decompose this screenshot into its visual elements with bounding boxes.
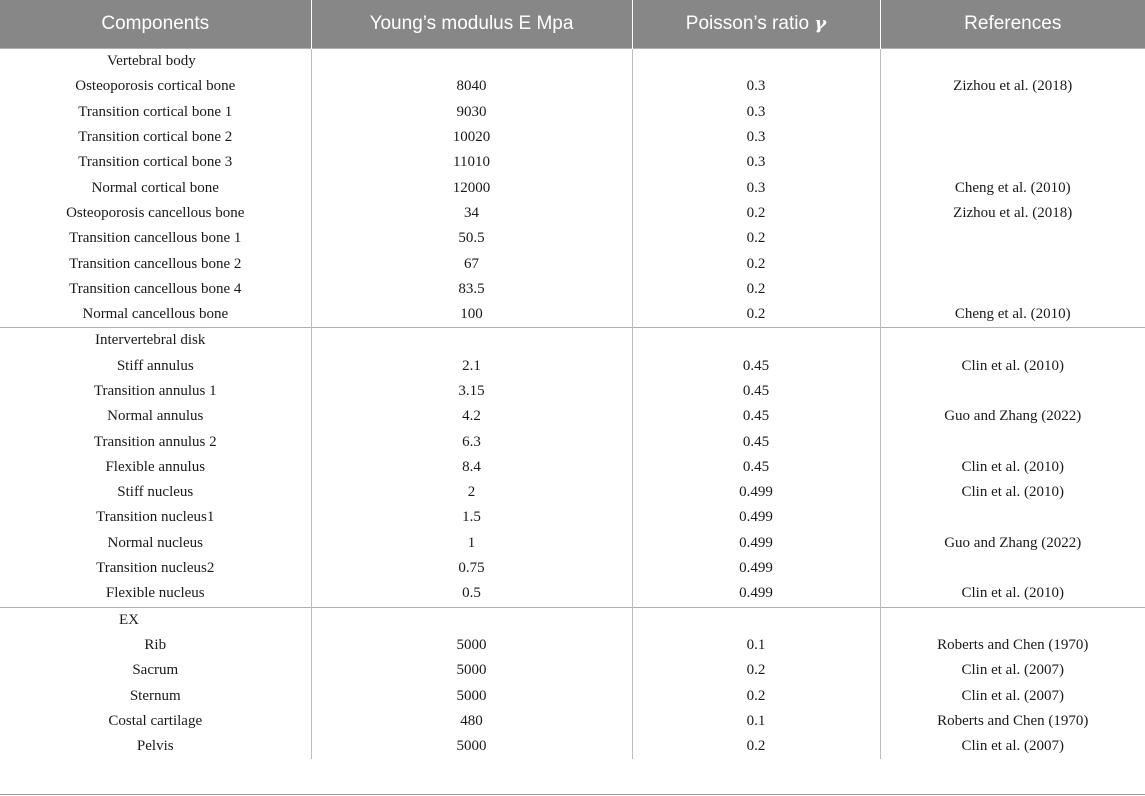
reference-cell: Roberts and Chen (1970) — [880, 633, 1145, 658]
youngs-modulus-cell: 0.75 — [311, 556, 632, 581]
poissons-ratio-cell: 0.3 — [632, 100, 880, 125]
table-row — [0, 480, 1145, 505]
poissons-ratio-cell: 0.499 — [632, 480, 880, 505]
reference-cell — [880, 251, 1145, 276]
youngs-modulus-cell: 5000 — [311, 633, 632, 658]
poissons-ratio-cell: 0.2 — [632, 734, 880, 759]
youngs-modulus-cell: 2.1 — [311, 354, 632, 379]
reference-cell — [880, 379, 1145, 404]
table-row — [0, 429, 1145, 454]
table-row — [0, 175, 1145, 200]
youngs-modulus-cell: 2 — [311, 480, 632, 505]
table-row — [0, 658, 1145, 683]
poissons-ratio-cell: 0.45 — [632, 455, 880, 480]
table-row — [0, 302, 1145, 328]
table-row — [0, 531, 1145, 556]
poissons-ratio-cell: 0.499 — [632, 556, 880, 581]
table-row — [0, 455, 1145, 480]
poissons-ratio-cell: 0.45 — [632, 429, 880, 454]
table-row — [0, 74, 1145, 99]
poissons-ratio-cell: 0.499 — [632, 581, 880, 607]
component-cell: Transition cortical bone 1 — [78, 103, 233, 120]
poissons-ratio-cell: 0.3 — [632, 175, 880, 200]
youngs-modulus-cell: 67 — [311, 251, 632, 276]
section-header-row — [0, 607, 1145, 633]
empty-cell — [880, 49, 1145, 75]
youngs-modulus-cell: 3.15 — [311, 379, 632, 404]
poissons-ratio-cell: 0.1 — [632, 709, 880, 734]
empty-cell — [632, 49, 880, 75]
table-row — [0, 581, 1145, 607]
reference-cell — [880, 429, 1145, 454]
table-bottom-rule — [0, 794, 1145, 795]
reference-cell: Zizhou et al. (2018) — [880, 201, 1145, 226]
reference-cell: Guo and Zhang (2022) — [880, 404, 1145, 429]
table-row — [0, 505, 1145, 530]
component-cell: Pelvis — [136, 738, 174, 755]
empty-cell — [880, 328, 1145, 354]
reference-cell: Clin et al. (2010) — [880, 581, 1145, 607]
component-cell: Transition annulus 2 — [93, 433, 217, 450]
header-poissons-ratio — [632, 0, 880, 49]
youngs-modulus-cell: 11010 — [311, 150, 632, 175]
reference-cell — [880, 226, 1145, 251]
poissons-ratio-cell: 0.3 — [632, 125, 880, 150]
poissons-ratio-cell: 0.499 — [632, 505, 880, 530]
reference-cell: Clin et al. (2007) — [880, 734, 1145, 759]
component-cell: Stiff nucleus — [117, 484, 194, 501]
youngs-modulus-cell: 50.5 — [311, 226, 632, 251]
table-body — [0, 49, 1145, 760]
table-row — [0, 251, 1145, 276]
youngs-modulus-cell: 4.2 — [311, 404, 632, 429]
table-row — [0, 379, 1145, 404]
table-header — [0, 0, 1145, 49]
section-title: Vertebral body — [0, 49, 311, 75]
header-row — [0, 0, 1145, 49]
youngs-modulus-cell: 12000 — [311, 175, 632, 200]
poissons-ratio-cell: 0.2 — [632, 251, 880, 276]
table-row — [0, 100, 1145, 125]
header-references: References — [880, 0, 1145, 49]
component-cell: Normal annulus — [107, 408, 204, 425]
reference-cell: Zizhou et al. (2018) — [880, 74, 1145, 99]
youngs-modulus-cell: 5000 — [311, 734, 632, 759]
table-row — [0, 633, 1145, 658]
youngs-modulus-cell: 9030 — [311, 100, 632, 125]
table-row — [0, 683, 1145, 708]
poissons-ratio-cell: 0.2 — [632, 226, 880, 251]
component-cell: Osteoporosis cortical bone — [75, 78, 236, 95]
component-cell: Normal nucleus — [107, 534, 203, 551]
poissons-ratio-cell: 0.2 — [632, 201, 880, 226]
reference-cell: Cheng et al. (2010) — [880, 175, 1145, 200]
youngs-modulus-cell: 5000 — [311, 658, 632, 683]
header-poissons-ratio-label: Poisson’s ratio — [685, 13, 810, 34]
reference-cell: Clin et al. (2010) — [880, 480, 1145, 505]
table-row — [0, 354, 1145, 379]
empty-cell — [311, 49, 632, 75]
youngs-modulus-cell: 8.4 — [311, 455, 632, 480]
youngs-modulus-cell: 480 — [311, 709, 632, 734]
youngs-modulus-cell: 100 — [311, 302, 632, 328]
reference-cell — [880, 277, 1145, 302]
poissons-ratio-cell: 0.45 — [632, 379, 880, 404]
poissons-ratio-cell: 0.45 — [632, 354, 880, 379]
component-cell: Normal cancellous bone — [82, 306, 229, 323]
reference-cell: Cheng et al. (2010) — [880, 302, 1145, 328]
reference-cell — [880, 100, 1145, 125]
empty-cell — [880, 607, 1145, 633]
component-cell: Flexible nucleus — [105, 585, 205, 602]
youngs-modulus-cell: 34 — [311, 201, 632, 226]
section-title: EX — [0, 607, 311, 633]
section-title: Intervertebral disk — [0, 328, 311, 354]
reference-cell: Clin et al. (2010) — [880, 354, 1145, 379]
table-row — [0, 150, 1145, 175]
poissons-ratio-cell: 0.3 — [632, 150, 880, 175]
youngs-modulus-cell: 5000 — [311, 683, 632, 708]
component-cell: Normal cortical bone — [91, 179, 219, 196]
component-cell: Costal cartilage — [108, 712, 203, 729]
youngs-modulus-cell: 8040 — [311, 74, 632, 99]
component-cell: Flexible annulus — [105, 458, 206, 475]
reference-cell — [880, 505, 1145, 530]
table-row — [0, 277, 1145, 302]
poissons-ratio-cell: 0.2 — [632, 277, 880, 302]
component-cell: Transition cancellous bone 1 — [69, 230, 242, 247]
reference-cell: Roberts and Chen (1970) — [880, 709, 1145, 734]
youngs-modulus-cell: 1 — [311, 531, 632, 556]
table-row — [0, 404, 1145, 429]
reference-cell — [880, 556, 1145, 581]
component-cell: Transition cancellous bone 2 — [69, 255, 242, 272]
empty-cell — [632, 607, 880, 633]
header-components: Components — [0, 0, 311, 49]
section-header-row — [0, 328, 1145, 354]
component-cell: Transition cortical bone 2 — [78, 129, 233, 146]
poissons-ratio-cell: 0.45 — [632, 404, 880, 429]
table-row — [0, 201, 1145, 226]
table-row — [0, 709, 1145, 734]
poissons-ratio-cell: 0.499 — [632, 531, 880, 556]
component-cell: Osteoporosis cancellous bone — [66, 204, 245, 221]
component-cell: Rib — [144, 636, 167, 653]
table-row — [0, 556, 1145, 581]
youngs-modulus-cell: 10020 — [311, 125, 632, 150]
section-header-row — [0, 49, 1145, 75]
reference-cell — [880, 125, 1145, 150]
empty-cell — [311, 607, 632, 633]
empty-cell — [632, 328, 880, 354]
table-row — [0, 734, 1145, 759]
poissons-ratio-cell: 0.3 — [632, 74, 880, 99]
youngs-modulus-cell: 0.5 — [311, 581, 632, 607]
reference-cell: Clin et al. (2007) — [880, 683, 1145, 708]
reference-cell: Clin et al. (2007) — [880, 658, 1145, 683]
component-cell: Sternum — [129, 687, 181, 704]
header-youngs-modulus: Young’s modulus E Mpa — [311, 0, 632, 49]
youngs-modulus-cell: 6.3 — [311, 429, 632, 454]
poissons-ratio-cell: 0.2 — [632, 683, 880, 708]
component-cell: Transition nucleus2 — [96, 560, 215, 577]
empty-cell — [311, 328, 632, 354]
component-cell: Transition annulus 1 — [93, 383, 217, 399]
poissons-ratio-cell: 0.2 — [632, 658, 880, 683]
table-row — [0, 125, 1145, 150]
table-row — [0, 226, 1145, 251]
component-cell: Transition cancellous bone 4 — [69, 280, 242, 297]
component-cell: Transition cortical bone 3 — [78, 154, 233, 171]
reference-cell: Clin et al. (2010) — [880, 455, 1145, 480]
poissons-ratio-cell: 0.2 — [632, 302, 880, 328]
component-cell: Sacrum — [132, 662, 179, 679]
component-cell: Transition nucleus1 — [96, 509, 215, 526]
reference-cell: Guo and Zhang (2022) — [880, 531, 1145, 556]
youngs-modulus-cell: 1.5 — [311, 505, 632, 530]
youngs-modulus-cell: 83.5 — [311, 277, 632, 302]
poisson-symbol: γ — [814, 13, 827, 34]
reference-cell — [880, 150, 1145, 175]
component-cell: Stiff annulus — [116, 357, 194, 374]
poissons-ratio-cell: 0.1 — [632, 633, 880, 658]
